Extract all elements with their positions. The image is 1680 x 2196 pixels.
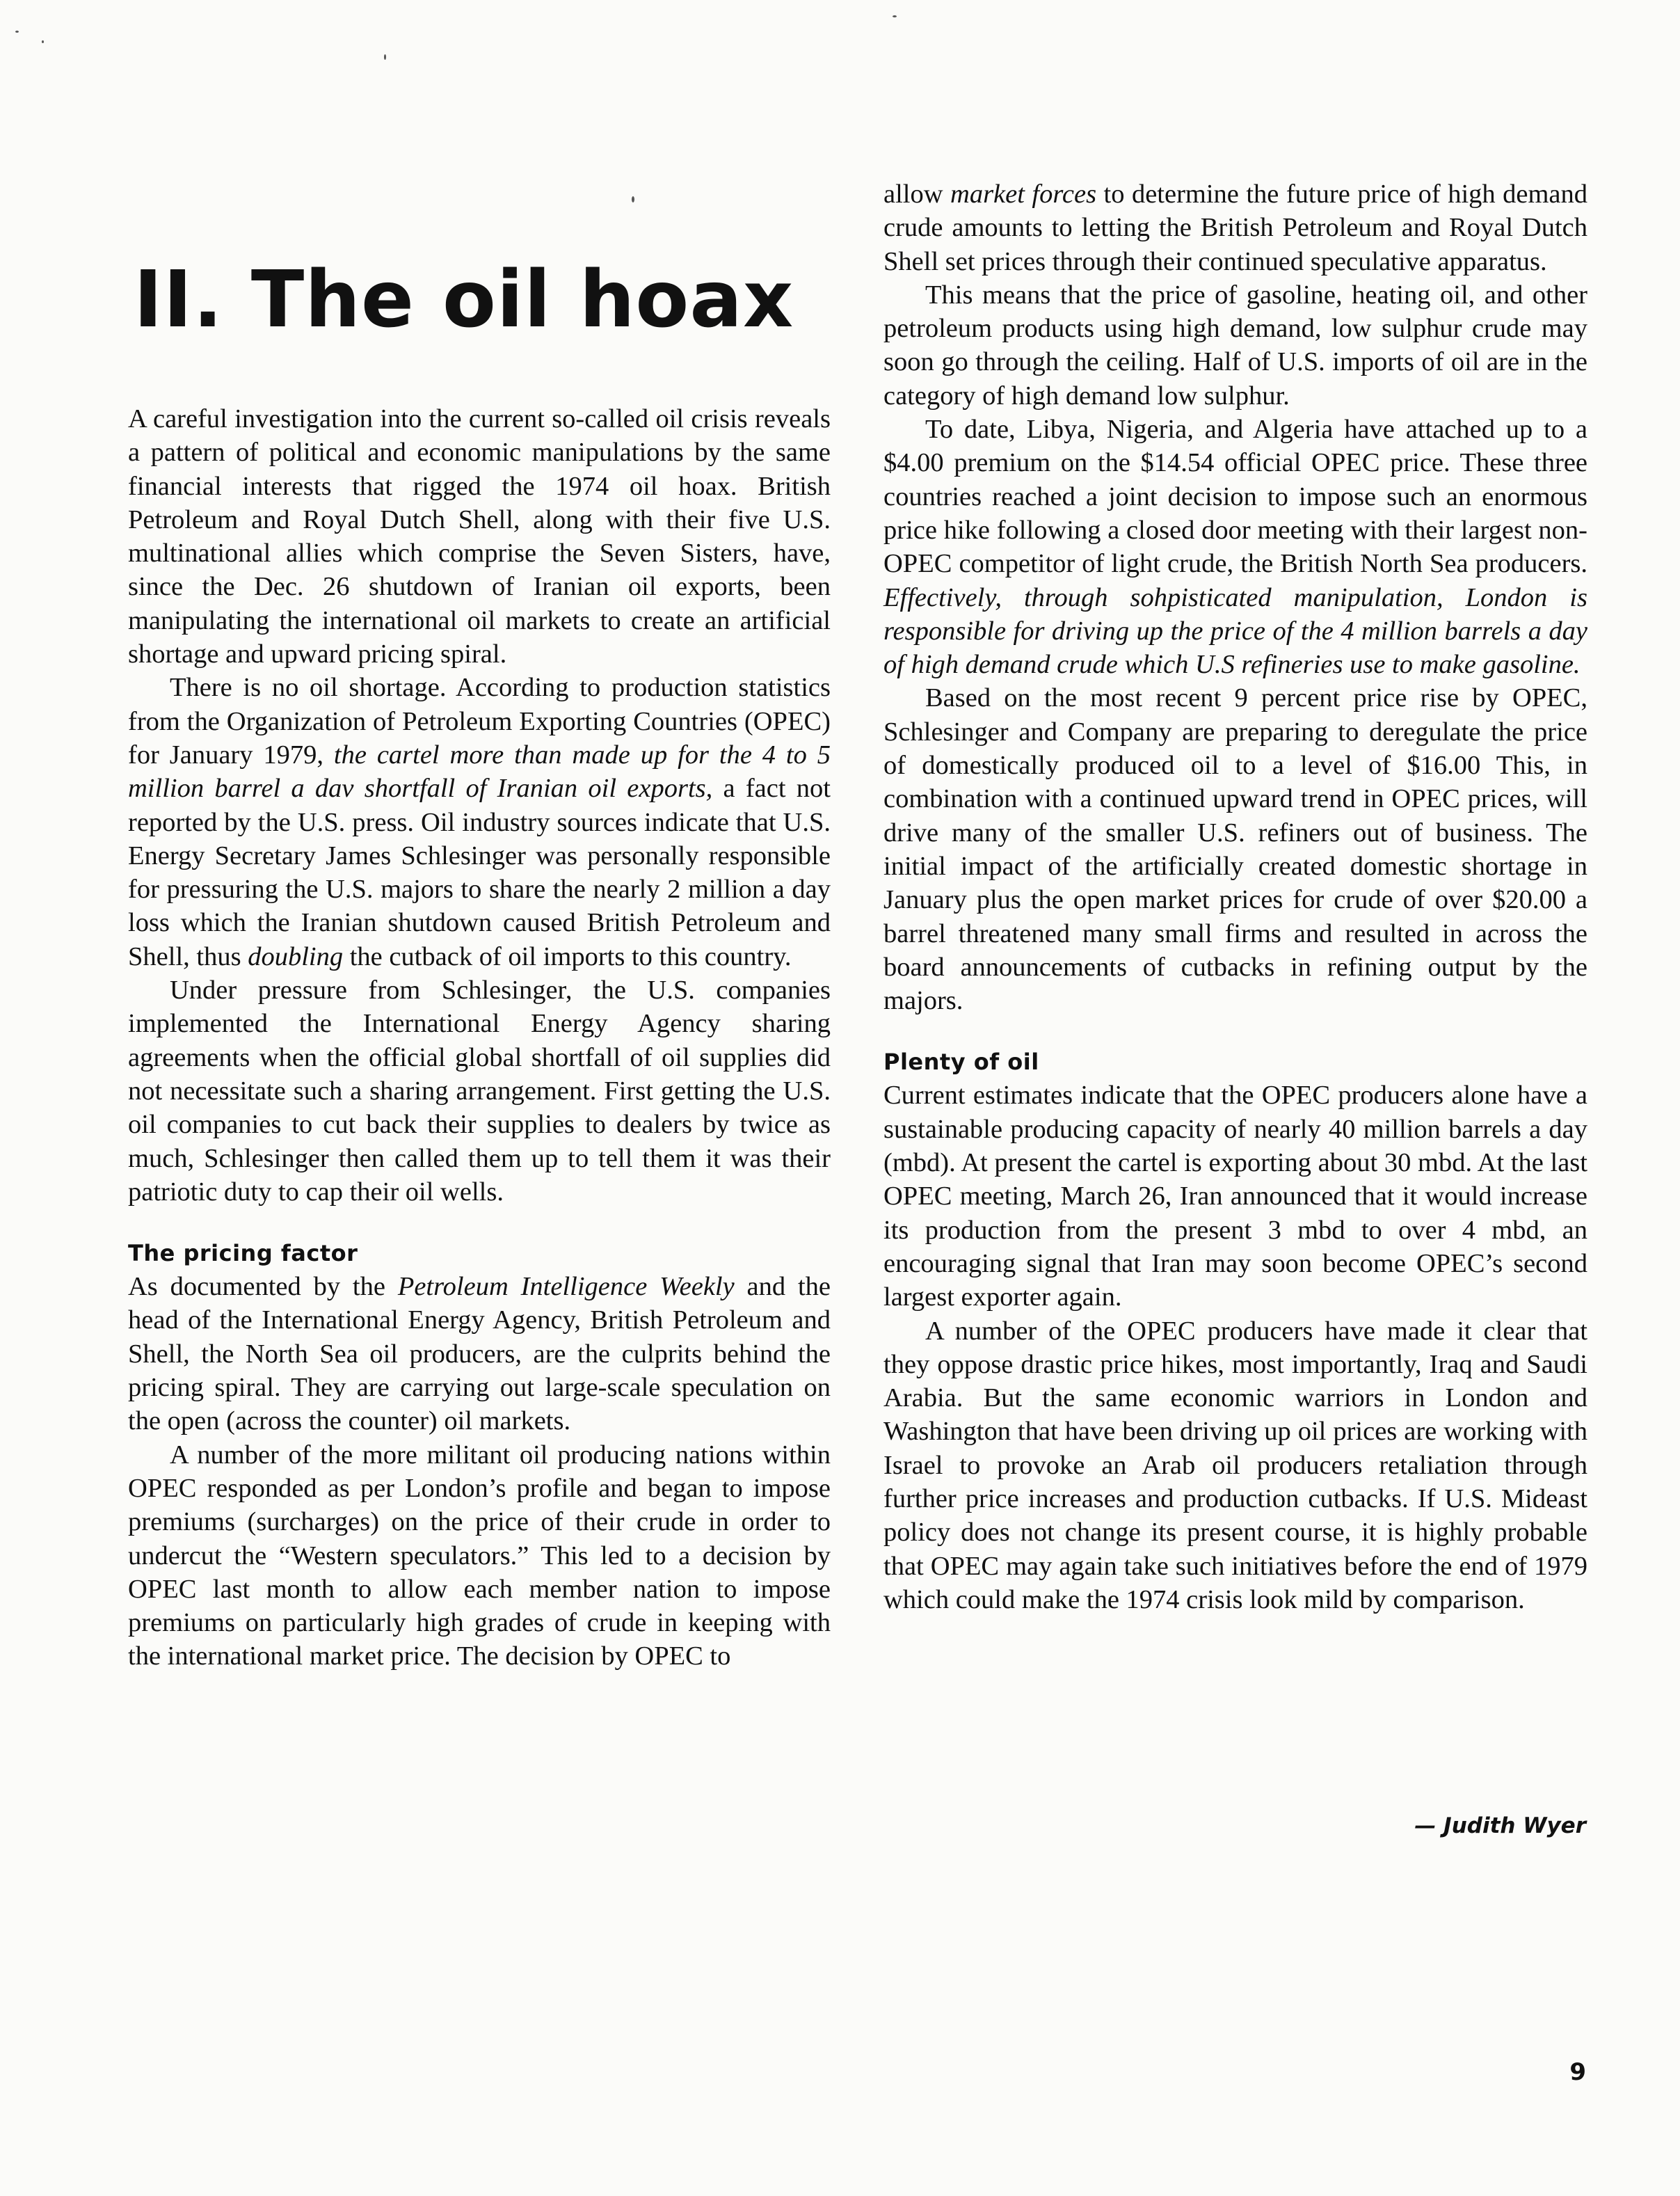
italic-run: Effectively, through sohpisticated manipulation, London is responsible for driving up the price of the 4 million barrels a day of high demand crude which U.S refineries use to make gasoline. [883, 582, 1587, 680]
text-run: Current estimates indicate that the OPEC producers alone have a sustainable producing capacity of nearly 40 million barrels a day (mbd). At present the cartel is exporting about 30 mbd. At the last OPEC meeting, March 26, Iran announced that it would increase its production from the present 3 mbd to over 4 mbd, an encouraging signal that Iran may soon become OPEC’s second largest exporter again. [883, 1081, 1587, 1312]
scan-speck [15, 31, 19, 33]
right-paragraph-2 [883, 278, 1587, 413]
italic-run: the cartel more than made up for the 4 to 5 million barrel a dav shortfall of Iranian oil exports, [128, 740, 831, 804]
text-run: Under pressure from Schlesinger, the U.S. companies implemented the International Energy Agency sharing agreements when the official global shortfall of oil supplies did not necessitate such a sharing arrangement. First getting the U.S. oil companies to cut back their supplies to dealers by twice as much, Schlesinger then called them up to tell them it was their patriotic duty to cap their oil wells. [128, 976, 831, 1207]
left-paragraph-2 [128, 671, 831, 973]
text-run: the cutback of oil imports to this country. [343, 941, 792, 971]
scan-speck [893, 15, 897, 17]
author-byline: — Judith Wyer [1414, 1813, 1586, 1838]
scan-speck [42, 40, 44, 43]
left-paragraph-4 [128, 1270, 831, 1438]
text-run: Based on the most recent 9 percent price rise by OPEC, Schlesinger and Company are preparing to deregulate the price of domestically produced oil to a level of $16.00 This, in combination with a continued upward trend in OPEC prices, will drive many of the smaller U.S. refiners out of business. The initial impact of the artificially created domestic shortage in January plus the open market prices for crude of over $20.00 a barrel threatened many small firms and resulted in across the board announcements of cutbacks in refining output by the majors. [883, 683, 1587, 1016]
article-title: II. The oil hoax [134, 255, 794, 345]
text-run: to determine the future price of high demand crude amounts to letting the British Petroleum and Royal Dutch Shell set prices through their continued speculative apparatus. [883, 180, 1587, 276]
text-run: As documented by the [128, 1272, 398, 1302]
right-column [883, 177, 1587, 1616]
italic-run: Petroleum Intelligence Weekly [397, 1272, 735, 1302]
right-paragraph-1 [883, 177, 1587, 278]
right-paragraph-4 [883, 681, 1587, 1017]
italic-run: market forces [950, 180, 1097, 209]
scan-speck [632, 196, 634, 202]
text-run: A number of the OPEC producers have made it clear that they oppose drastic price hikes, most importantly, Iraq and Saudi Arabia. But the same economic warriors in London and Washington that have been driving up oil prices are working with Israel to provoke an Arab oil producers retaliation through further price increases and production cutbacks. If U.S. Mideast policy does not change its present course, it is highly probable that OPEC may again take such initiatives before the end of 1979 which could make the 1974 crisis look mild by comparison. [883, 1316, 1587, 1614]
section-heading-pricing-factor: The pricing factor [128, 1240, 358, 1267]
text-run: A number of the more militant oil producing nations within OPEC responded as per London’s profile and began to impose premiums (surcharges) on the price of their crude in order to undercut the “Western speculators.” This led to a decision by OPEC last month to allow each member nation to impose premiums on particularly high grades of crude in keeping with the international market price. The decision by OPEC to [128, 1440, 831, 1671]
text-run: To date, Libya, Nigeria, and Algeria have attached up to a $4.00 premium on the $14.54 official OPEC price. These three countries reached a joint decision to impose such an enormous price hike following a closed door meeting with their largest non-OPEC competitor of light crude, the British North Sea producers. [883, 415, 1587, 579]
text-run: allow [883, 180, 951, 209]
text-run: a fact not reported by the U.S. press. Oil industry sources indicate that U.S. Energy Secretary James Schlesinger was personally responsible for pressuring the U.S. majors to share the nearly 2 million a day loss which the Iranian shutdown caused British Petroleum and Shell, thus [128, 774, 831, 971]
text-run: and the head of the International Energy Agency, British Petroleum and Shell, the North Sea oil producers, are the culprits behind the pricing spiral. They are carrying out large-scale speculation on the open (across the counter) oil markets. [128, 1272, 831, 1436]
scan-speck [384, 54, 386, 60]
left-paragraph-3 [128, 973, 831, 1209]
right-paragraph-5 [883, 1079, 1587, 1314]
text-run: This means that the price of gasoline, heating oil, and other petroleum products using high demand, low sulphur crude may soon go through the ceiling. Half of U.S. imports of oil are in the category of high demand low sulphur. [883, 280, 1587, 411]
left-paragraph-5 [128, 1438, 831, 1673]
left-paragraph-1 [128, 402, 831, 671]
italic-run: doubling [248, 941, 344, 971]
text-run: There is no oil shortage. According to production statistics from the Organization of Petroleum Exporting Countries (OPEC) for January 1979, [128, 673, 831, 770]
left-column [128, 402, 831, 1673]
text-run: A careful investigation into the current so-called oil crisis reveals a pattern of political and economic manipulations by the same financial interests that rigged the 1974 oil hoax. British Petroleum and Royal Dutch Shell, along with their five U.S. multinational allies which comprise the Seven Sisters, have, since the Dec. 26 shutdown of Iranian oil exports, been manipulating the international oil markets to create an artificial shortage and upward pricing spiral. [128, 404, 831, 669]
right-paragraph-6 [883, 1314, 1587, 1617]
page-number: 9 [1569, 2058, 1586, 2086]
section-heading-plenty-of-oil: Plenty of oil [883, 1049, 1039, 1076]
right-paragraph-3 [883, 413, 1587, 681]
